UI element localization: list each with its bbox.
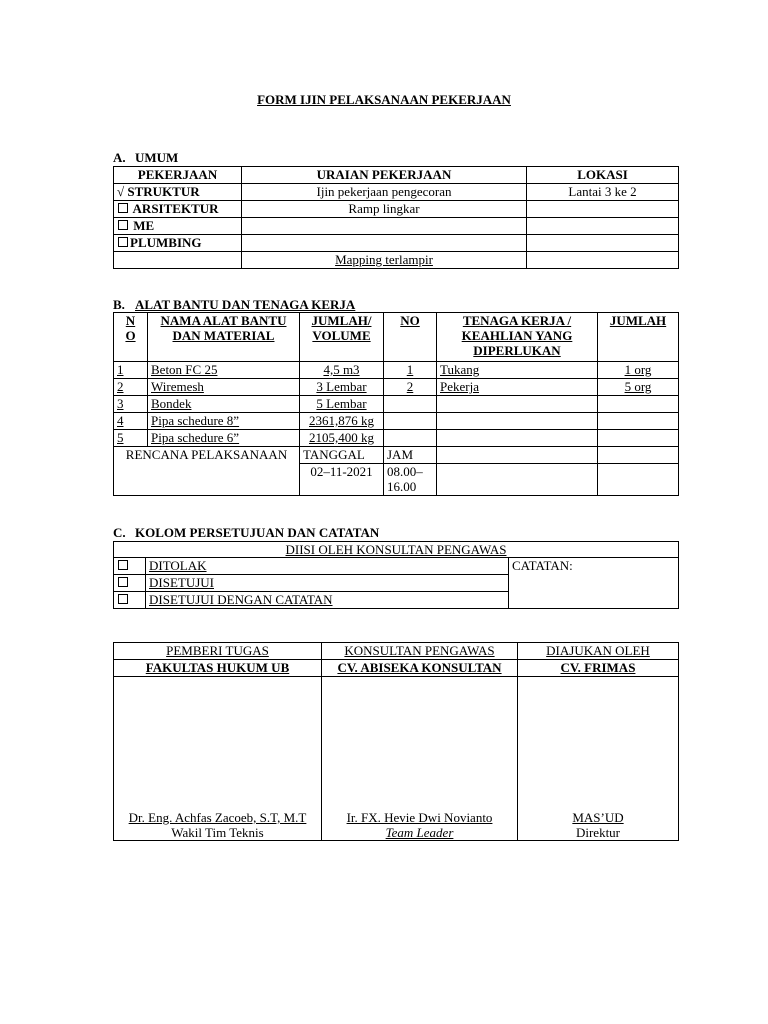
- material-nama: Pipa schedure 6”: [148, 430, 300, 447]
- material-nama: Bondek: [148, 396, 300, 413]
- option-checkbox-cell: [114, 558, 146, 575]
- tanggal-label: TANGGAL: [300, 447, 384, 464]
- uraian-cell: [242, 218, 527, 235]
- section-b-table: [113, 312, 679, 496]
- pekerjaan-arsitektur: [114, 201, 242, 218]
- header-no2: NO: [384, 313, 437, 362]
- signature-block-pemberi: [114, 677, 322, 841]
- pekerjaan-label: ARSITEKTUR: [132, 201, 219, 216]
- jam-value: 08.00–16.00: [384, 464, 437, 496]
- material-volume: 5 Lembar: [300, 396, 384, 413]
- empty-cell: [598, 447, 679, 464]
- option-ditolak: DITOLAK: [146, 558, 509, 575]
- lokasi-cell: Lantai 3 ke 2: [527, 184, 679, 201]
- uraian-mapping: Mapping terlampir: [242, 252, 527, 269]
- signature-table: [113, 642, 679, 841]
- signer-position: Wakil Tim Teknis: [171, 825, 264, 840]
- worker-jumlah: [598, 396, 679, 413]
- pekerjaan-plumbing: [114, 235, 242, 252]
- worker-jumlah: 5 org: [598, 379, 679, 396]
- catatan-label: CATATAN:: [512, 558, 573, 573]
- option-disetujui: DISETUJUI: [146, 575, 509, 592]
- checkbox-icon[interactable]: [118, 203, 128, 213]
- material-no: 4: [114, 413, 148, 430]
- checkbox-icon[interactable]: [118, 577, 128, 587]
- signature-block-diajukan: [518, 677, 679, 841]
- empty-cell: [437, 447, 598, 464]
- section-a-heading: [113, 150, 178, 166]
- header-lokasi: LOKASI: [527, 167, 679, 184]
- header-nama: NAMA ALAT BANTU DAN MATERIAL: [148, 313, 300, 362]
- material-nama: Pipa schedure 8”: [148, 413, 300, 430]
- section-c-table: [113, 541, 679, 609]
- signer-name: Ir. FX. Hevie Dwi Novianto: [346, 810, 493, 825]
- worker-tenaga: Tukang: [437, 362, 598, 379]
- header-no: N O: [114, 313, 148, 362]
- material-nama: Wiremesh: [148, 379, 300, 396]
- jam-label: JAM: [384, 447, 437, 464]
- worker-tenaga: [437, 413, 598, 430]
- uraian-cell: Ijin pekerjaan pengecoran: [242, 184, 527, 201]
- checkbox-icon[interactable]: [118, 220, 128, 230]
- checkbox-icon[interactable]: [118, 594, 128, 604]
- checkbox-icon[interactable]: [118, 237, 128, 247]
- form-title: FORM IJIN PELAKSANAAN PEKERJAAN: [257, 92, 511, 107]
- checkbox-icon[interactable]: [118, 560, 128, 570]
- uraian-cell: [242, 235, 527, 252]
- material-volume: 4,5 m3: [300, 362, 384, 379]
- org-abiseka: CV. ABISEKA KONSULTAN: [322, 660, 518, 677]
- signer-position: Direktur: [575, 825, 621, 840]
- section-b-letter: B.: [113, 297, 125, 312]
- option-checkbox-cell: [114, 592, 146, 609]
- worker-no: 1: [384, 362, 437, 379]
- material-volume: 3 Lembar: [300, 379, 384, 396]
- material-no: 3: [114, 396, 148, 413]
- material-no: 1: [114, 362, 148, 379]
- section-b-heading: [113, 297, 355, 313]
- pekerjaan-cell: [114, 252, 242, 269]
- worker-no: [384, 396, 437, 413]
- section-a-table: [113, 166, 679, 269]
- worker-no: [384, 413, 437, 430]
- org-fakultas: FAKULTAS HUKUM UB: [114, 660, 322, 677]
- lokasi-cell: [527, 235, 679, 252]
- pekerjaan-struktur: [114, 184, 242, 201]
- material-nama: Beton FC 25: [148, 362, 300, 379]
- org-frimas: CV. FRIMAS: [518, 660, 679, 677]
- signature-block-konsultan: [322, 677, 518, 841]
- material-volume: 2361,876 kg: [300, 413, 384, 430]
- role-diajukan-oleh: DIAJUKAN OLEH: [518, 643, 679, 660]
- header-uraian: URAIAN PEKERJAAN: [242, 167, 527, 184]
- worker-tenaga: [437, 396, 598, 413]
- rencana-pelaksanaan-label: RENCANA PELAKSANAAN: [114, 447, 300, 496]
- empty-cell: [437, 464, 598, 496]
- material-volume: 2105,400 kg: [300, 430, 384, 447]
- lokasi-cell: [527, 201, 679, 218]
- option-disetujui-dengan-catatan: DISETUJUI DENGAN CATATAN: [146, 592, 509, 609]
- worker-tenaga: Pekerja: [437, 379, 598, 396]
- header-tenaga: TENAGA KERJA / KEAHLIAN YANG DIPERLUKAN: [437, 313, 598, 362]
- section-c-heading: [113, 525, 379, 541]
- checkmark-icon: √: [117, 184, 125, 199]
- pekerjaan-label: ME: [133, 218, 155, 233]
- pekerjaan-label: PLUMBING: [130, 235, 202, 250]
- section-a-title: UMUM: [135, 150, 179, 165]
- worker-jumlah: 1 org: [598, 362, 679, 379]
- worker-jumlah: [598, 413, 679, 430]
- signer-name: Dr. Eng. Achfas Zacoeb, S.T, M.T: [128, 810, 307, 825]
- signer-position: Team Leader: [385, 825, 454, 840]
- pekerjaan-me: [114, 218, 242, 235]
- pekerjaan-label: STRUKTUR: [127, 184, 200, 199]
- konsultan-header: DIISI OLEH KONSULTAN PENGAWAS: [114, 542, 679, 558]
- lokasi-cell: [527, 252, 679, 269]
- material-no: 5: [114, 430, 148, 447]
- header-pekerjaan: PEKERJAAN: [114, 167, 242, 184]
- header-jumlah-volume: JUMLAH/ VOLUME: [300, 313, 384, 362]
- uraian-cell: Ramp lingkar: [242, 201, 527, 218]
- role-pemberi-tugas: PEMBERI TUGAS: [114, 643, 322, 660]
- section-a-letter: A.: [113, 150, 126, 165]
- section-c-title: KOLOM PERSETUJUAN DAN CATATAN: [135, 525, 380, 540]
- signer-name: MAS’UD: [572, 810, 624, 825]
- header-jumlah: JUMLAH: [598, 313, 679, 362]
- worker-tenaga: [437, 430, 598, 447]
- worker-jumlah: [598, 430, 679, 447]
- catatan-cell: [509, 558, 679, 609]
- worker-no: [384, 430, 437, 447]
- lokasi-cell: [527, 218, 679, 235]
- tanggal-value: 02–11-2021: [300, 464, 384, 496]
- section-c-letter: C.: [113, 525, 126, 540]
- empty-cell: [598, 464, 679, 496]
- option-checkbox-cell: [114, 575, 146, 592]
- section-b-title: ALAT BANTU DAN TENAGA KERJA: [135, 297, 356, 312]
- worker-no: 2: [384, 379, 437, 396]
- material-no: 2: [114, 379, 148, 396]
- role-konsultan-pengawas: KONSULTAN PENGAWAS: [322, 643, 518, 660]
